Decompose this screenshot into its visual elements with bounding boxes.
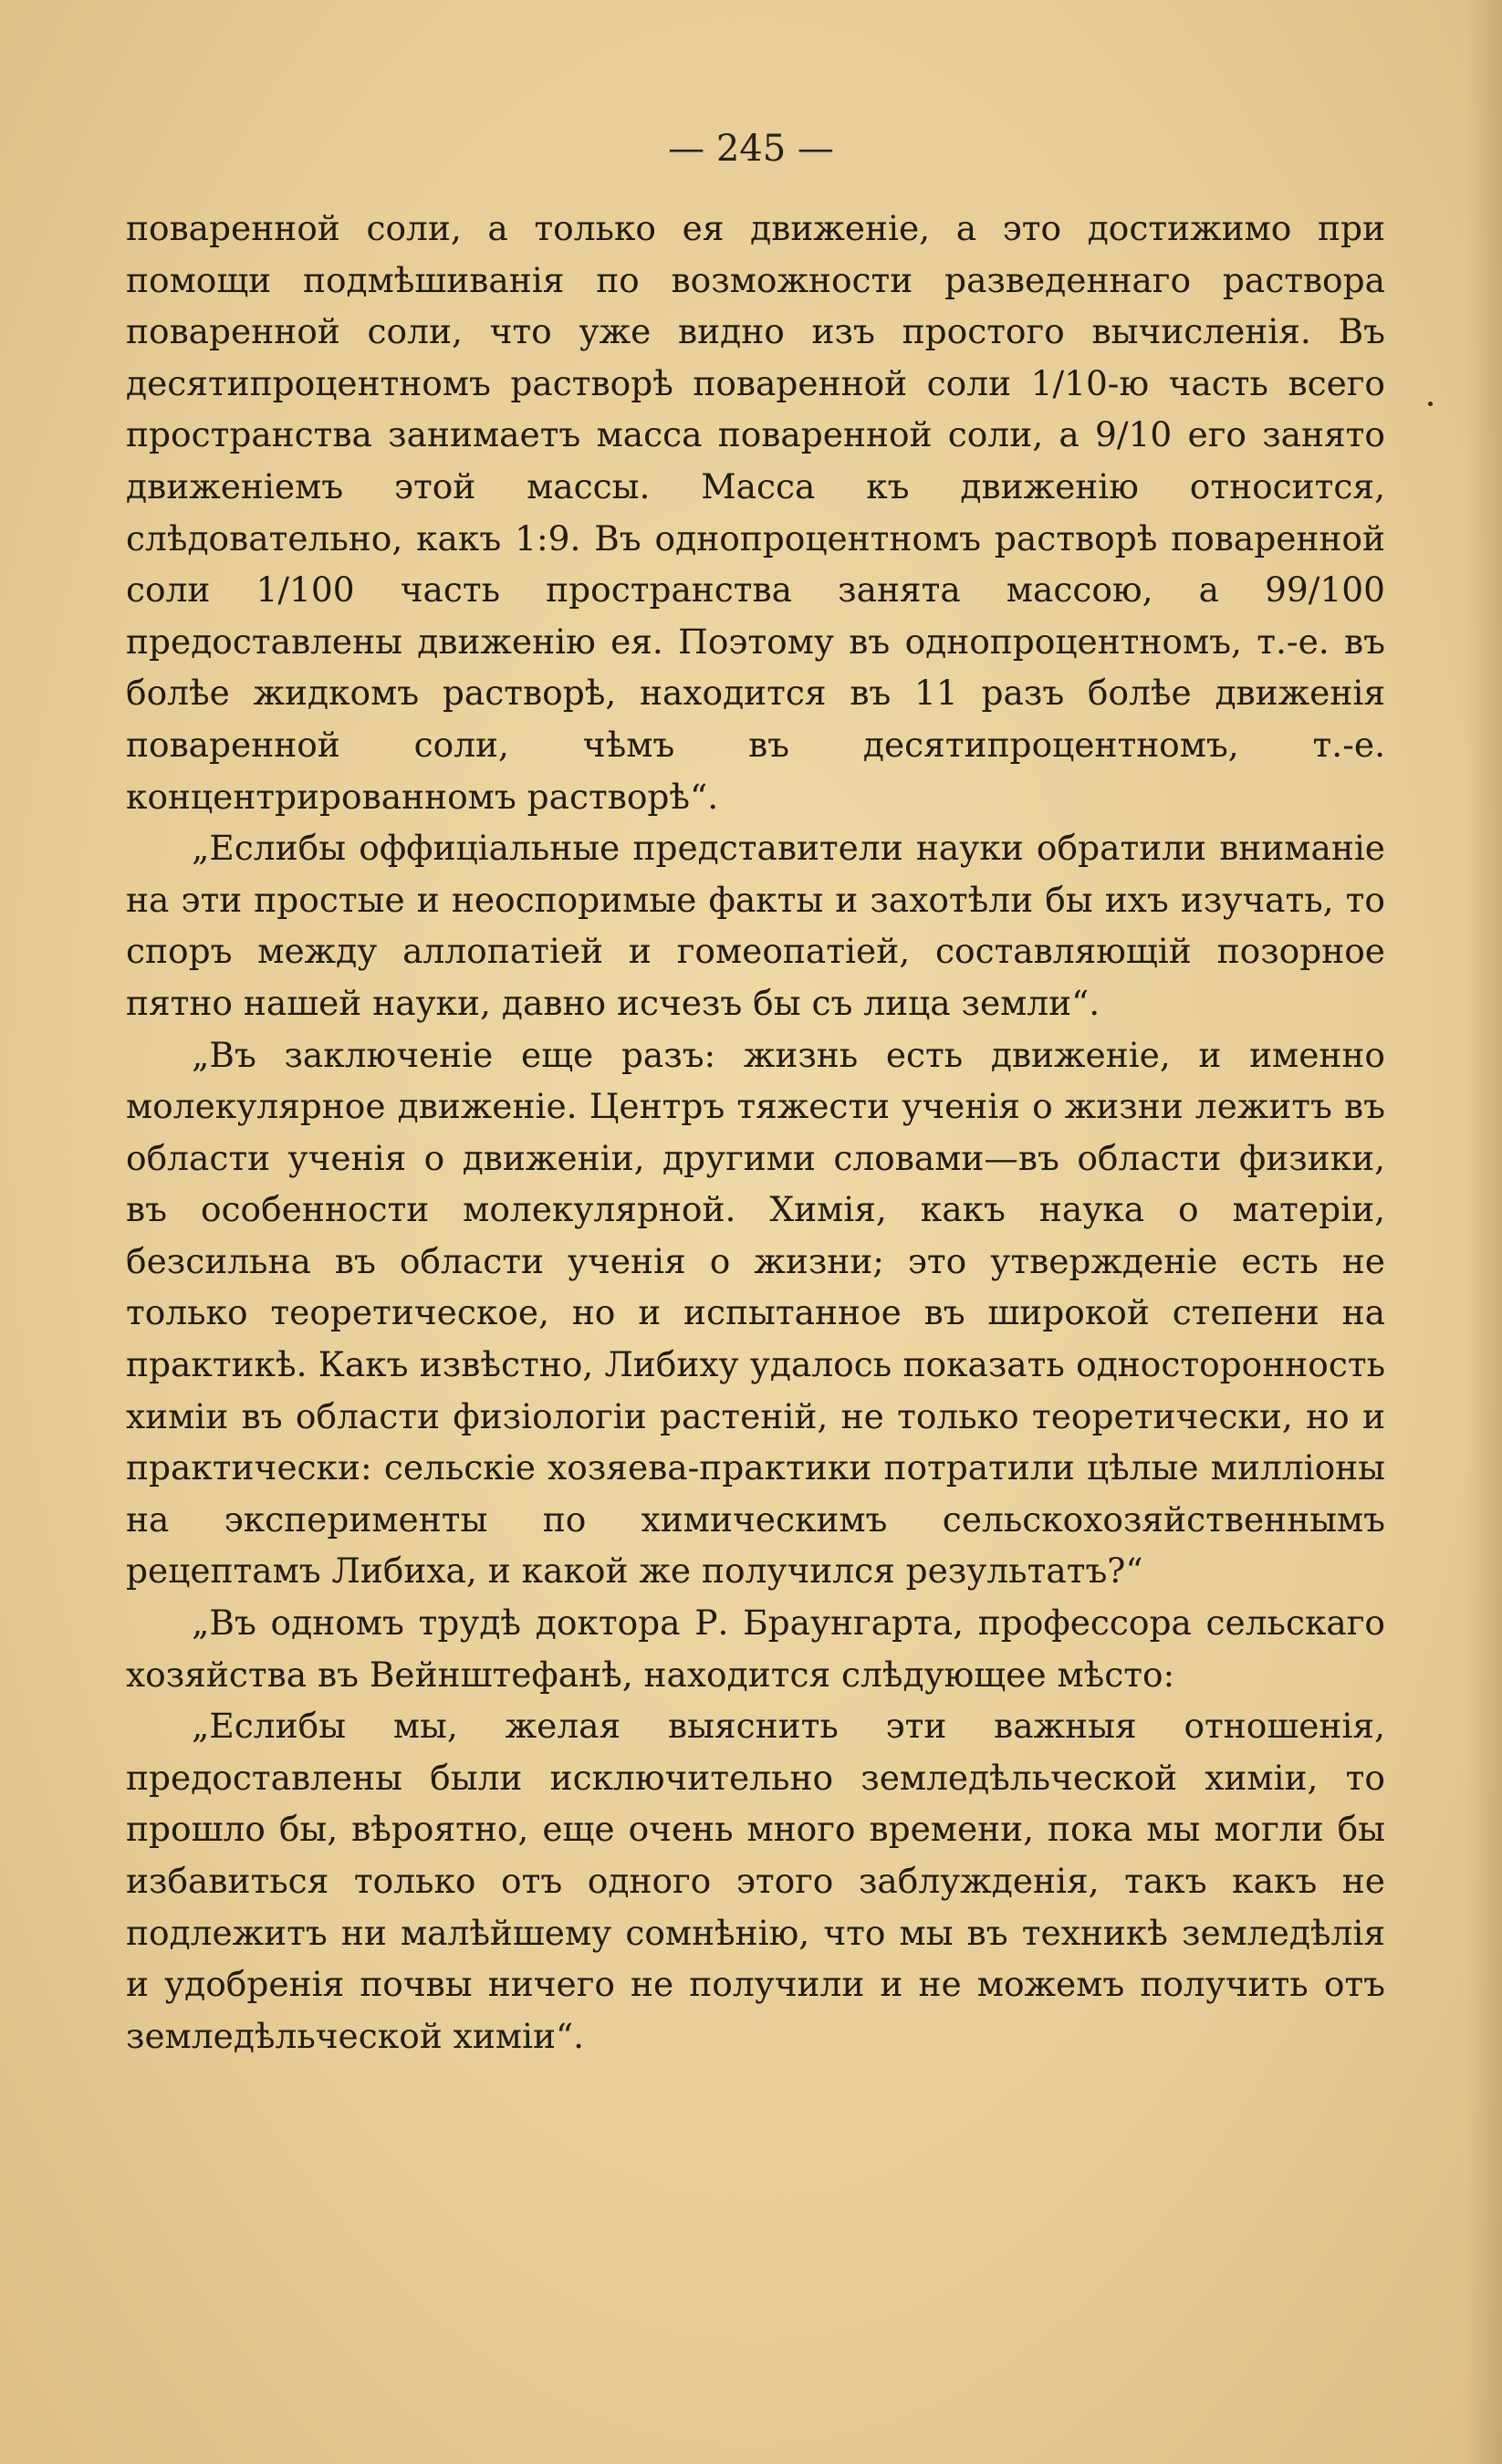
ink-speck: [1428, 402, 1433, 406]
page-number: — 245 —: [668, 128, 834, 170]
paragraph-braungart-quote: „Еслибы мы, желая выяснить эти важныя отношенія, предоставлены были исключительно земледѣльческой химіи, то прошло бы, вѣроятно, еще очень много времени, пока мы могли бы избавиться только отъ одного этого заблужденія, такъ какъ не подлежитъ ни малѣйшему сомнѣнію, что мы въ техникѣ земледѣлія и удобренія почвы ничего не получили и не можемъ получить отъ земледѣльческой химіи“.: [126, 1706, 1385, 2056]
paragraph-continuation: поваренной соли, а только ея движеніе, а это достижимо при помощи подмѣшиванія по возможности разведеннаго раствора поваренной соли, что уже видно изъ простого вычисленія. Въ десятипроцентномъ растворѣ поваренной соли 1/10-ю часть всего пространства занимаетъ масса поваренной соли, а 9/10 его занято движеніемъ этой массы. Масса къ движенію относится, слѣдовательно, какъ 1:9. Въ однопроцентномъ растворѣ поваренной соли 1/100 часть пространства занята массою, а 99/100 предоставлены движенію ея. Поэтому въ однопроцентномъ, т.-е. въ болѣе жидкомъ растворѣ, находится въ 11 разъ болѣе движенія поваренной соли, чѣмъ въ десятипроцентномъ, т.-е. концентрированномъ растворѣ“.: [126, 208, 1385, 817]
body-text: [126, 203, 1385, 2062]
paragraph-braungart-intro: „Въ одномъ трудѣ доктора Р. Браунгарта, профессора сельскаго хозяйства въ Вейнштефанѣ, находится слѣдующее мѣсто:: [126, 1603, 1385, 1695]
paragraph-conclusion: „Въ заключеніе еще разъ: жизнь есть движеніе, и именно молекулярное движеніе. Центръ тяжести ученія о жизни лежитъ въ области ученія о движеніи, другими словами—въ области физики, въ особенности молекулярной. Химія, какъ наука о матеріи, безсильна въ области ученія о жизни; это утвержденіе есть не только теоретическое, но и испытанное въ широкой степени на практикѣ. Какъ извѣстно, Либиху удалось показать односторонность химіи въ области физіологіи растеній, не только теоретически, но и практически: сельскіе хозяева-практики потратили цѣлые милліоны на эксперименты по химическимъ сельскохозяйственнымъ рецептамъ Либиха, и какой же получился результатъ?“: [126, 1034, 1385, 1592]
page-edge-shadow: [1465, 0, 1502, 2464]
paragraph-quote-science: „Еслибы оффиціальные представители науки обратили вниманіе на эти простые и неоспоримые факты и захотѣли бы ихъ изучать, то споръ между аллопатіей и гомеопатіей, составляющій позорное пятно нашей науки, давно исчезъ бы съ лица земли“.: [126, 828, 1385, 1023]
